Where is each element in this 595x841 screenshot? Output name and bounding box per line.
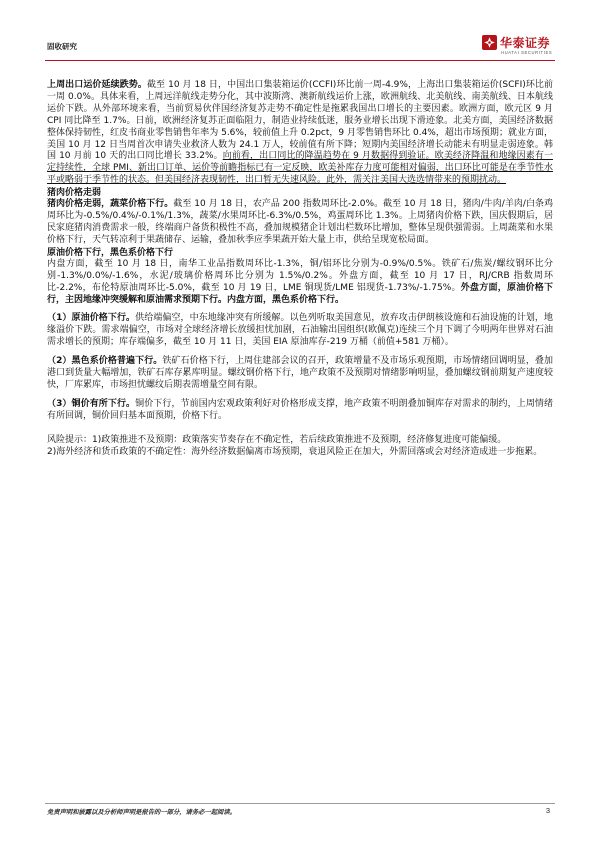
brand-logo [482,34,556,56]
copper-paragraph [47,399,553,423]
ferrous-paragraph [47,356,553,392]
footer-divider [45,803,555,804]
copper-body: 铜价下行，节前国内宏观政策利好对价格形成支撑，地产政策不明朗叠加铜库存对需求的制约，上周情绪有所回调，铜价回归基本面预期，价格下行。 [47,398,553,421]
footer-disclaimer: 免责声明和披露以及分析师声明是报告的一部分，请务必一起阅读。 [47,809,236,816]
commodities-body: 内盘方面，截至 10 月 18 日，南华工业品指数周环比-1.3%，铜/铝环比分别为-0.9%/0.5%。铁矿石/焦炭/螺纹钢环比分别-1.3%/0.0%/-1.6%，水泥/玻璃价格周环比分别为 1.5%/0.2%。外盘方面，截至 10 月 17 日，RJ/CRB 指数周环比-2.2%，布伦特原油周环比-5.0%，截至 10 月 19 日，LME 铜现货/LME 铝现货-1.73%/-1.75%。 [47,258,553,293]
export-body: 截至 10 月 18 日，中国出口集装箱运价(CCFI)环比前一周-4.9%，上海出口集装箱运价(SCFI)环比前一周 0.0%。具体来看，上周远洋航线走势分化，其中波斯湾、澳新航线运价上涨，欧洲航线、北美航线、南美航线、日本航线运价下跌。从外部环境来看，当前贸易伙伴国经济复苏走势不确定性是拖累我国出口增长的主要因素。欧洲方面，欧元区 9 月 CPI 同比降至 1.7%。日前，欧洲经济复苏正面临阻力，制造业持续低迷，服务业增长出现下滑迹象。北美方面，美国经济数据整体保持韧性，红皮书商业零售销售年率为 5.6%，较前值上升 0.2pct，9 月零售销售环比 0.4%，超出市场预期；就业方面，美国 10 月 12 日当周首次申请失业救济人数为 24.1 万人，较前值有所下降；短期内美国经济增长动能未有明显走弱迹象。韩国 10 月前 10 天的出口同比增长 33.2%。 [47,80,553,162]
report-body [47,80,553,458]
ferrous-body: 铁矿石价格下行，上周住建部会议的召开，政策增量不及市场乐观预期，市场情绪回调明显，叠加港口到货量大幅增加，铁矿石库存累库明显。螺纹钢价格下行，地产政策不及预期对情绪影响明显，叠加螺纹钢前期复产速度较快，厂库累库，市场担忧螺纹后期表需增量空间有限。 [47,356,553,390]
crude-oil-paragraph [47,313,553,349]
header-divider [45,60,555,61]
report-category-label: 固收研究 [47,42,77,51]
brand-name-cn: 华泰证券 [500,36,551,50]
copper-lead: （3）铜价有所下行。 [47,398,136,409]
huatai-logo-icon [482,35,497,50]
pork-lead: 猪肉价格走弱，蔬菜价格下行。 [47,199,174,210]
pork-paragraph [47,199,553,247]
page-number: 3 [545,806,550,815]
brand-name-en: HUATAI SECURITIES [501,49,553,55]
commodities-conclusion: 外盘方面，原油价格下行，主因地缘冲突缓解和原油需求预期下行。内盘方面，黑色系价格下行。 [47,282,553,305]
risk-warning-1: 风险提示：1)政策推进不及预期：政策落实节奏存在不确定性，若后续政策推进不及预期，经济修复进度可能偏缓。 [47,434,507,445]
export-paragraph [47,80,553,187]
crude-oil-lead: （1）原油价格下行。 [47,313,136,324]
pork-body: 截至 10 月 18 日，农产品 200 指数周环比-2.0%。截至 10 月 18 日，猪肉/牛肉/羊肉/白条鸡周环比为-0.5%/0.4%/-0.1%/1.3%，蔬菜/水果周环比-6.3%/0.5%，鸡蛋周环比 1.3%。上周猪肉价格下跌，国庆假期后，居民家庭猪肉消费需求一般，终端商户备货积极性不高，叠加规模猪企计划出栏数环比增加，整体呈现供强需弱。上周蔬菜和水果价格下行，天气转凉利于果蔬储存、运输，叠加秋季应季果蔬开始大量上市，供给呈现宽松局面。 [47,199,553,245]
export-outlook: 向前看，出口同比的降温趋势在 9 月数据得到验证。欧美经济降温和地缘因素有一定持续性，全球 PMI、新出口订单、运价等前瞻指标已有一定反映，欧美补库存力度可能相对偏弱，出口环比可能是在季节性水平或略弱于季节性的状态。但美国经济表现韧性，出口暂无失速风险。此外，需关注美国大选选情带来的预期扰动。 [47,151,553,186]
risk-warning-2: 2)海外经济和货币政策的不确定性：海外经济数据偏离市场预期，衰退风险正在加大，外需回落或会对经济造成进一步拖累。 [47,446,543,457]
commodities-paragraph [47,259,553,307]
pork-section-heading: 猪肉价格走弱 [47,188,102,199]
commodities-section-heading: 原油价格下行，黑色系价格下行 [47,247,174,258]
export-lead: 上周出口运价延续跌势。 [47,80,147,90]
ferrous-lead: （2）黑色系价格普遍下行。 [47,356,163,367]
crude-oil-body: 供给端偏空，中东地缘冲突有所缓解。以色列听取美国意见，放弃攻击伊朗核设施和石油设施的计划，地缘溢价下跌。需求端偏空，市场对全球经济增长放缓担忧加剧，石油输出国组织(欧佩克)连续三个月下调了今明两年世界对石油需求增长的预期；库存端偏多，截至 10 月 11 日，美国 EIA 原油库存-219 万桶（前值+581 万桶）。 [47,313,553,348]
